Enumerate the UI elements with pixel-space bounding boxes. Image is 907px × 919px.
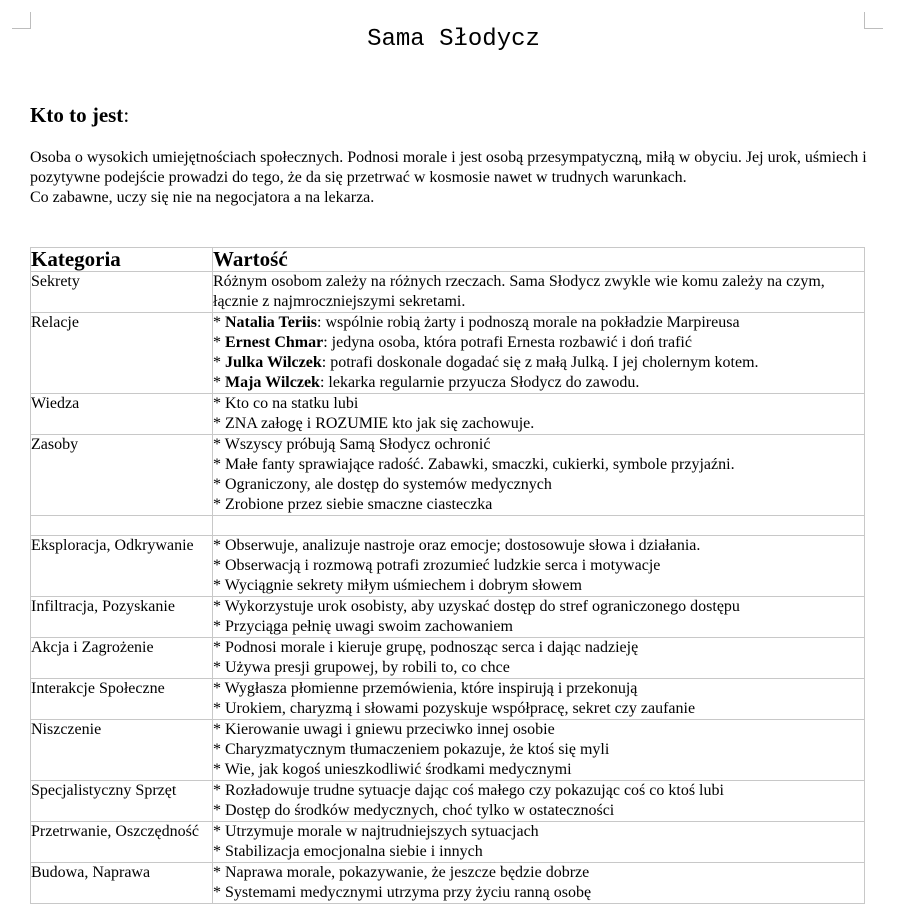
table-row (31, 272, 865, 313)
person-name: Maja Wilczek (225, 374, 320, 391)
value-line (213, 455, 864, 475)
value-text: * Podnosi morale i kieruje grupę, podnosząc serca i dając nadzieję (213, 639, 639, 656)
section-heading-colon: : (123, 103, 130, 127)
intro-text (30, 148, 876, 208)
table-row (31, 394, 865, 435)
value-text: * Ograniczony, ale dostęp do systemów medycznych (213, 476, 552, 493)
value-line (213, 842, 864, 862)
value-line (213, 781, 864, 801)
value-line (213, 638, 864, 658)
value-text: * Stabilizacja emocjonalna siebie i innych (213, 843, 483, 860)
intro-paragraph-2: Co zabawne, uczy się nie na negocjatora a na lekarza. (30, 189, 375, 206)
value-line (213, 699, 864, 719)
value-line (213, 617, 864, 637)
value-line (213, 801, 864, 821)
value-text: * Wszyscy próbują Samą Słodycz ochronić (213, 436, 491, 453)
row-value (213, 597, 865, 638)
row-category: Przetrwanie, Oszczędność (31, 822, 213, 863)
value-text: * Urokiem, charyzmą i słowami pozyskuje współpracę, sekret czy zaufanie (213, 700, 696, 717)
row-category: Sekrety (31, 272, 213, 313)
person-name: Natalia Teriis (225, 314, 318, 331)
row-value (213, 863, 865, 904)
bullet-prefix: * (213, 314, 225, 331)
value-line (213, 556, 864, 576)
value-line (213, 272, 864, 312)
bullet-prefix: * (213, 374, 225, 391)
person-name: Ernest Chmar (225, 334, 324, 351)
table-row (31, 781, 865, 822)
value-text: : wspólnie robią żarty i podnoszą morale na pokładzie Marpireusa (317, 314, 740, 331)
value-text: * Charyzmatycznym tłumaczeniem pokazuje, że ktoś się myli (213, 741, 610, 758)
row-category: Budowa, Naprawa (31, 863, 213, 904)
document-title: Sama Słodycz (367, 26, 540, 53)
value-line (213, 658, 864, 678)
section-heading (30, 103, 129, 128)
value-line (213, 495, 864, 515)
value-text: * Wyciągnie sekrety miłym uśmiechem i dobrym słowem (213, 577, 582, 594)
value-text: : potrafi doskonale dogadać się z małą Julką. I jej cholernym kotem. (321, 354, 759, 371)
row-value (213, 822, 865, 863)
value-text: * Używa presji grupowej, by robili to, co chce (213, 659, 510, 676)
row-value (213, 516, 865, 536)
row-category (31, 516, 213, 536)
value-text: * Dostęp do środków medycznych, choć tylko w ostateczności (213, 802, 615, 819)
value-text: * ZNA załogę i ROZUMIE kto jak się zachowuje. (213, 415, 535, 432)
intro-paragraph-1: Osoba o wysokich umiejętnościach społecznych. Podnosi morale i jest osobą przesympatyczną, miłą w obyciu. Jej urok, uśmiech i pozytywne podejście prowadzi do tego, że da się przetrwać w kosmosie nawet w trudnych warunkach. (30, 149, 867, 186)
value-line (213, 822, 864, 842)
row-category: Eksploracja, Odkrywanie (31, 536, 213, 597)
bullet-prefix: * (213, 334, 225, 351)
value-text: * Kto co na statku lubi (213, 395, 359, 412)
value-line (213, 414, 864, 434)
value-text: * Małe fanty sprawiające radość. Zabawki, smaczki, cukierki, symbole przyjaźni. (213, 456, 735, 473)
table-row (31, 313, 865, 394)
value-line (213, 679, 864, 699)
row-category: Specjalistyczny Sprzęt (31, 781, 213, 822)
row-value (213, 781, 865, 822)
row-value (213, 638, 865, 679)
value-text: * Wygłasza płomienne przemówienia, które inspirują i przekonują (213, 680, 638, 697)
table-row (31, 516, 865, 536)
row-value (213, 272, 865, 313)
person-name: Julka Wilczek (225, 354, 322, 371)
section-heading-text: Kto to jest (30, 103, 124, 127)
table-row (31, 536, 865, 597)
value-text: * Naprawa morale, pokazywanie, że jeszcze będzie dobrze (213, 864, 590, 881)
value-line (213, 760, 864, 780)
row-category: Niszczenie (31, 720, 213, 781)
row-category: Relacje (31, 313, 213, 394)
header-category: Kategoria (31, 248, 213, 272)
table-header-row (31, 248, 865, 272)
row-category: Infiltracja, Pozyskanie (31, 597, 213, 638)
value-line (213, 353, 864, 373)
value-text: * Systemami medycznymi utrzyma przy życiu ranną osobę (213, 884, 592, 901)
value-line (213, 740, 864, 760)
value-text: * Zrobione przez siebie smaczne ciasteczka (213, 496, 493, 513)
value-line (213, 720, 864, 740)
value-text: Różnym osobom zależy na różnych rzeczach. Sama Słodycz zwykle wie komu zależy na czym, łącznie z najmroczniejszymi sekretami. (213, 273, 825, 310)
value-text: * Rozładowuje trudne sytuacje dając coś małego czy pokazując coś co ktoś lubi (213, 782, 724, 799)
value-text: * Wykorzystuje urok osobisty, aby uzyskać dostęp do stref ograniczonego dostępu (213, 598, 740, 615)
table-row (31, 822, 865, 863)
table-row (31, 638, 865, 679)
row-value (213, 720, 865, 781)
table-row (31, 720, 865, 781)
value-text: * Utrzymuje morale w najtrudniejszych sytuacjach (213, 823, 539, 840)
value-text: : jedyna osoba, która potrafi Ernesta rozbawić i doń trafić (323, 334, 692, 351)
value-text: * Kierowanie uwagi i gniewu przeciwko innej osobie (213, 721, 555, 738)
value-line (213, 313, 864, 333)
value-text: * Wie, jak kogoś unieszkodliwić środkami medycznymi (213, 761, 572, 778)
value-line (213, 373, 864, 393)
value-text: * Przyciąga pełnię uwagi swoim zachowaniem (213, 618, 513, 635)
row-value (213, 313, 865, 394)
value-line (213, 475, 864, 495)
value-line (213, 536, 864, 556)
row-value (213, 394, 865, 435)
value-line (213, 576, 864, 596)
bullet-prefix: * (213, 354, 225, 371)
value-text: * Obserwacją i rozmową potrafi zrozumieć ludzkie serca i motywacje (213, 557, 661, 574)
header-value: Wartość (213, 248, 865, 272)
row-value (213, 679, 865, 720)
value-line (213, 333, 864, 353)
row-value (213, 536, 865, 597)
value-line (213, 597, 864, 617)
row-category: Wiedza (31, 394, 213, 435)
table-row (31, 863, 865, 904)
value-text: * Obserwuje, analizuje nastroje oraz emocje; dostosowuje słowa i działania. (213, 537, 701, 554)
value-line (213, 883, 864, 903)
table-row (31, 597, 865, 638)
attributes-table (30, 247, 865, 904)
table-row (31, 679, 865, 720)
row-category: Akcja i Zagrożenie (31, 638, 213, 679)
value-line (213, 394, 864, 414)
value-line (213, 863, 864, 883)
table-body (31, 272, 865, 904)
value-text: : lekarka regularnie przyucza Słodycz do zawodu. (319, 374, 640, 391)
value-line (213, 435, 864, 455)
row-category: Interakcje Społeczne (31, 679, 213, 720)
row-category: Zasoby (31, 435, 213, 516)
row-value (213, 435, 865, 516)
table-row (31, 435, 865, 516)
